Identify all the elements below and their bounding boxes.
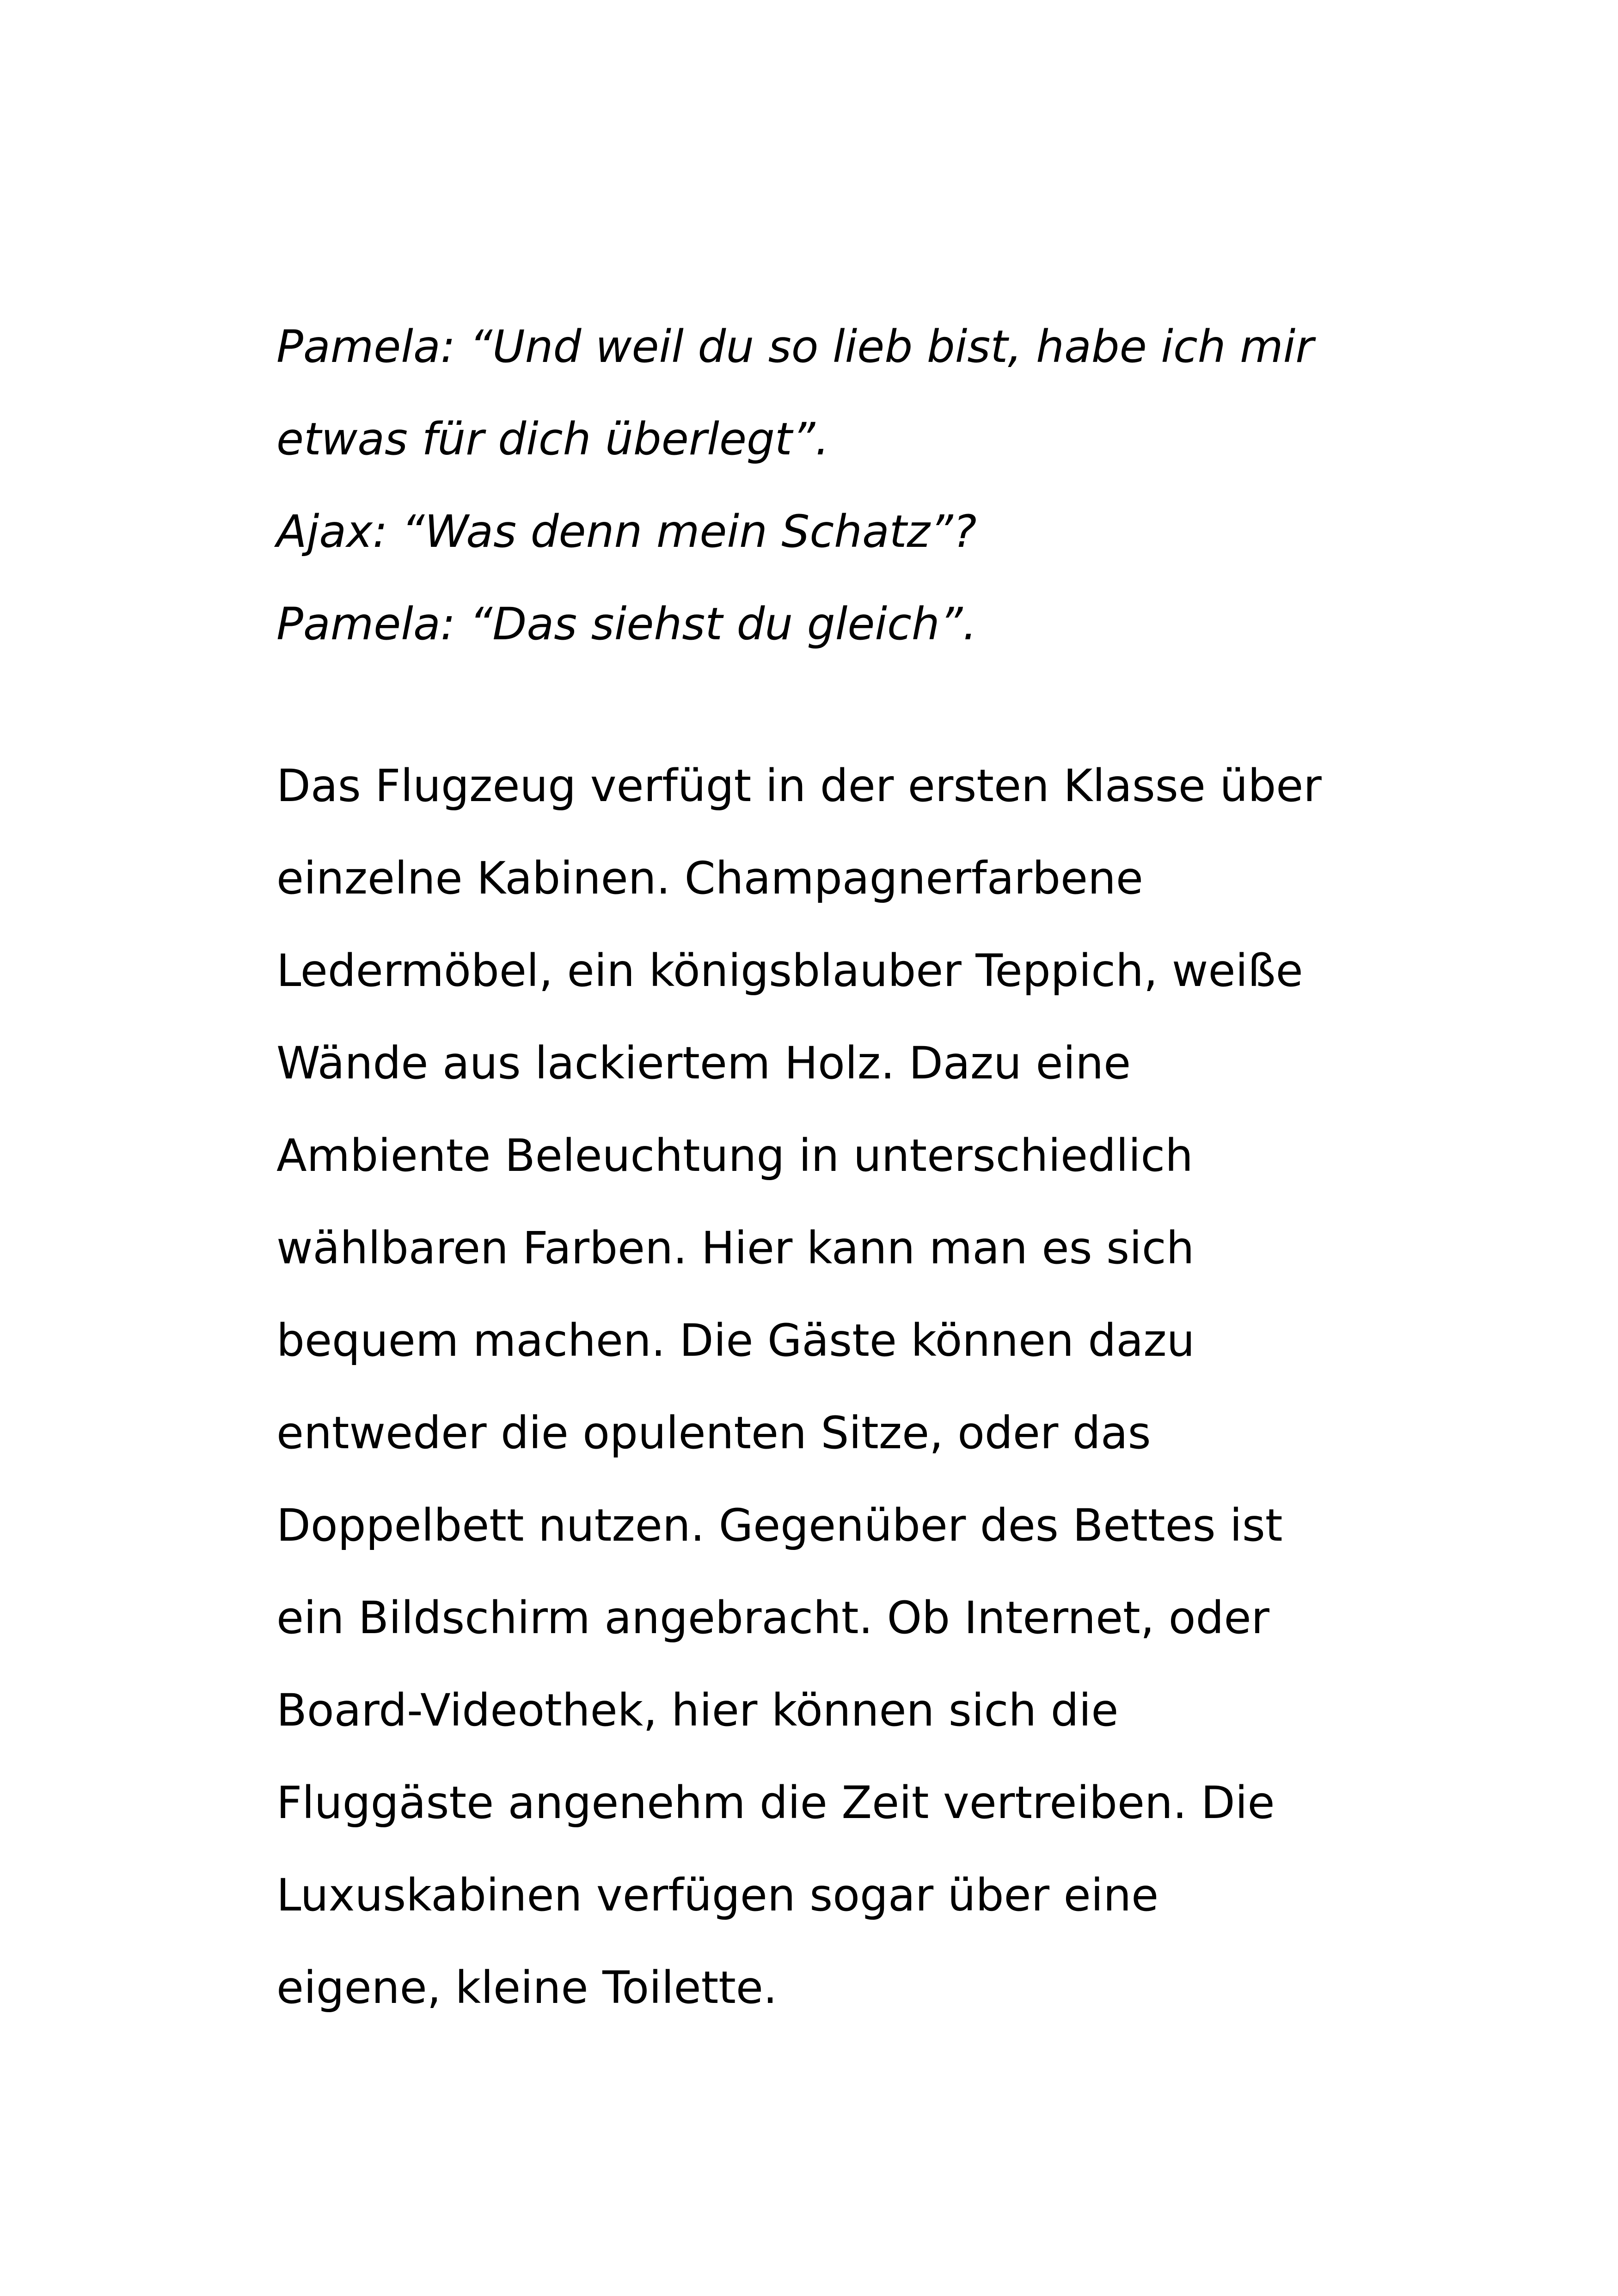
paragraph-line: Wände aus lackiertem Holz. Dazu eine xyxy=(276,1037,1131,1089)
dialogue-line: etwas für dich überlegt”. xyxy=(276,413,829,465)
paragraph-line: einzelne Kabinen. Champagnerfarbene xyxy=(276,852,1143,904)
paragraph-line: Luxuskabinen verfügen sogar über eine xyxy=(276,1869,1159,1921)
paragraph-line: entweder die opulenten Sitze, oder das xyxy=(276,1407,1151,1459)
paragraph-line: bequem machen. Die Gäste können dazu xyxy=(276,1315,1195,1366)
dialogue-line: Pamela: “Das siehst du gleich”. xyxy=(276,598,977,650)
paragraph-line: Ledermöbel, ein königsblauber Teppich, weiße xyxy=(276,945,1303,997)
paragraph-line: Board-Videothek, hier können sich die xyxy=(276,1684,1119,1736)
paragraph-line: ein Bildschirm angebracht. Ob Internet, oder xyxy=(276,1592,1269,1644)
dialogue-line: Pamela: “Und weil du so lieb bist, habe ich mir xyxy=(276,321,1314,373)
paragraph-line: Das Flugzeug verfügt in der ersten Klasse über xyxy=(276,760,1322,812)
paragraph-line: Doppelbett nutzen. Gegenüber des Bettes ist xyxy=(276,1500,1283,1551)
paragraph-line: Ambiente Beleuchtung in unterschiedlich xyxy=(276,1130,1193,1182)
paragraph-line: wählbaren Farben. Hier kann man es sich xyxy=(276,1222,1195,1274)
paragraph-line: eigene, kleine Toilette. xyxy=(276,1962,778,2014)
dialogue-line: Ajax: “Was denn mein Schatz”? xyxy=(276,506,977,557)
paragraph-line: Fluggäste angenehm die Zeit vertreiben. Die xyxy=(276,1777,1275,1829)
